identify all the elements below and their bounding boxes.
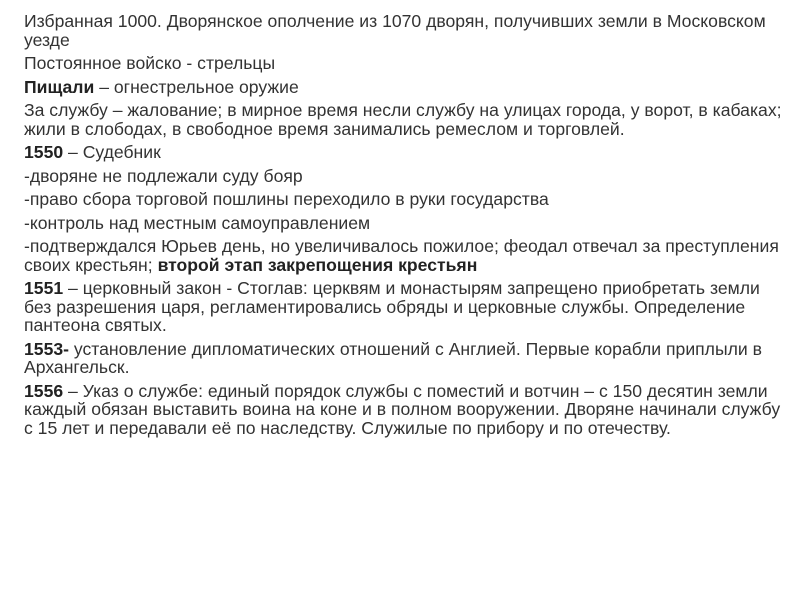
text-run: Постоянное войско - стрельцы: [24, 53, 276, 73]
paragraph-sudebnik-point-4: [24, 237, 784, 274]
text-run: установление дипломатических отношений с Англией. Первые корабли приплыли в Архангельск.: [24, 338, 762, 377]
slide-text-body: [24, 12, 784, 442]
text-run: – огнестрельное оружие: [94, 76, 299, 97]
paragraph-zhalovanie: [24, 101, 784, 138]
text-run: – Судебник: [63, 142, 161, 162]
bold-year: 1556: [24, 380, 64, 401]
text-run: Избранная 1000. Дворянское ополчение из 1070 дворян, получивших земли в Московском уезде: [24, 11, 766, 50]
paragraph-sudebnik-point-3: [24, 214, 784, 233]
paragraph-izbrannaya-tysyacha: [24, 12, 784, 49]
bold-term: второй этап закрепощения крестьян: [157, 254, 478, 275]
bold-term: Пищали: [24, 76, 95, 97]
text-run: – церковный закон - Стоглав: церквям и монастырям запрещено приобретать земли без разрешения царя, регламентировались обряды и церковные службы. Определение пантеона святых.: [24, 278, 760, 335]
paragraph-streltsy: [24, 54, 784, 73]
paragraph-ukaz-o-sluzhbe-1556: [24, 382, 784, 438]
text-run: За службу – жалование; в мирное время несли службу на улицах города, у ворот, в кабаках; жили в слободах, в свободное время занимались ремеслом и торговлей.: [24, 100, 782, 139]
paragraph-sudebnik-point-2: [24, 190, 784, 209]
bold-year: 1551: [24, 278, 64, 298]
paragraph-sudebnik-1550: [24, 143, 784, 162]
paragraph-sudebnik-point-1: [24, 167, 784, 186]
paragraph-england-1553: [24, 340, 784, 377]
text-run: – Указ о службе: единый порядок службы с поместий и вотчин – с 150 десятин земли каждый обязан выставить воина на коне и в полном вооружении. Дворяне начинали службу с 15 лет и передавали её по наследству. Служилые по прибору и по отечеству.: [24, 380, 781, 438]
paragraph-pishchali: [24, 78, 784, 97]
text-run: -подтверждался Юрьев день, но увеличивалось пожилое; феодал отвечал за преступления своих крестьян;: [24, 236, 779, 275]
text-run: -право сбора торговой пошлины переходило в руки государства: [24, 189, 549, 209]
text-run: -контроль над местным самоуправлением: [24, 212, 371, 233]
bold-year: 1550: [24, 142, 64, 162]
bold-year: 1553-: [24, 338, 69, 359]
paragraph-stoglav-1551: [24, 279, 784, 335]
text-run: -дворяне не подлежали суду бояр: [24, 165, 303, 186]
